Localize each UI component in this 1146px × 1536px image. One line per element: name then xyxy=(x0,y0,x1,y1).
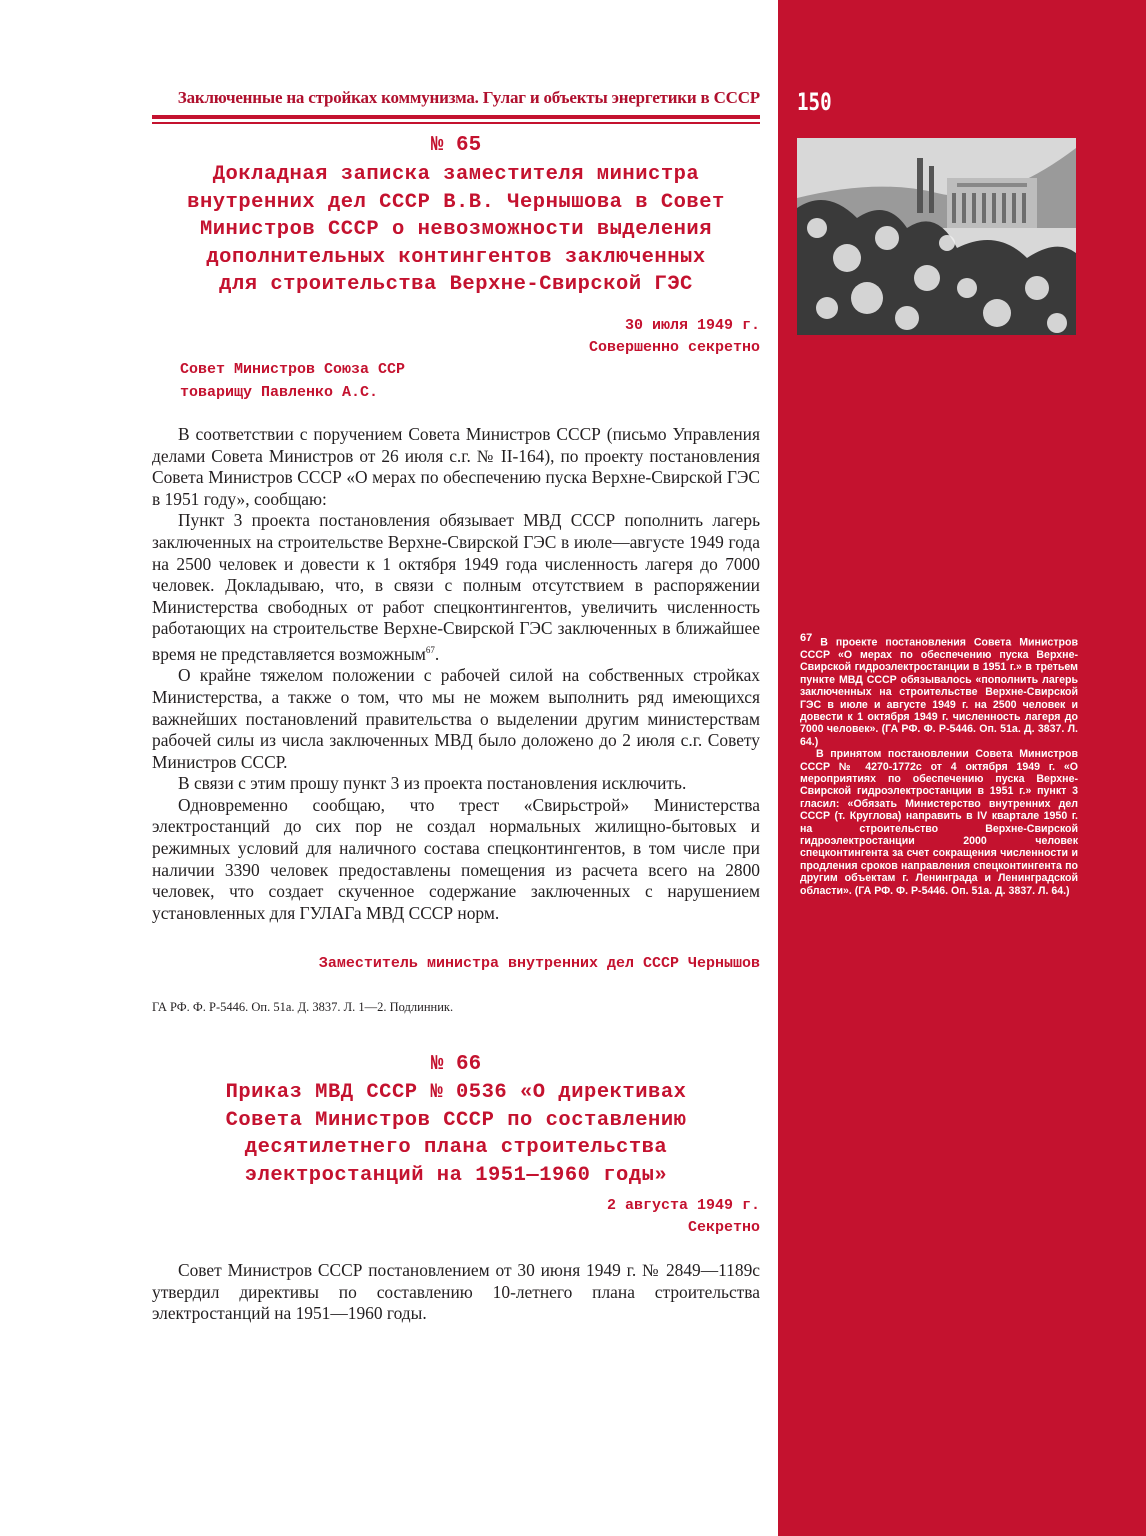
addressee-line: Совет Министров Союза ССР xyxy=(180,361,406,378)
title-line: Совета Министров СССР по составлению xyxy=(225,1108,687,1132)
doc66-meta xyxy=(152,1195,760,1239)
hydro-plant-photo xyxy=(797,138,1076,335)
paragraph: Пункт 3 проекта постановления обязывает МВД СССР пополнить лагерь заключенных на строительстве Верхне-Свирской ГЭС в июле—августе 1949 года на 2500 человек и довести к 1 октября 1949 года численность лагеря до 7000 человек. Докладываю, что, в связи с полным отсутствием в распоряжении Министерства свободных от работ спецконтингентов, увеличить численность работающих на строительстве Верхне-Свирской ГЭС заключенных в ближайшее время не представляется возможным$^{67}$. xyxy=(152,510,760,664)
title-line: дополнительных контингентов заключенных xyxy=(206,245,706,269)
doc65-title xyxy=(152,161,760,299)
paragraph: Совет Министров СССР постановлением от 30 июня 1949 г. № 2849—1189с утвердил директивы по составлению 10-летнего плана строительства электростанций на 1951—1960 годы. xyxy=(152,1260,760,1324)
doc66-date: 2 августа 1949 г. xyxy=(606,1197,760,1214)
page-number: 150 xyxy=(797,88,832,116)
header-rule-thin xyxy=(152,122,760,124)
doc65-signature: Заместитель министра внутренних дел СССР Чернышов xyxy=(318,955,760,972)
footnote-paragraph: В принятом постановлении Совета Министров СССР № 4270-1772с от 4 октября 1949 г. «О мероприятиях по обеспечению пуска Верхне-Свирской гидроэлектростанции в 1951 г.» пункт 3 гласил: «Обязать Министерство внутренних дел СССР (т. Круглова) направить в IV квартале 1950 г. на строительство Верхне-Свирской гидроэлектростанции 2000 человек спецконтингента за счет сокращения численности и продления сроков направления спецконтингента по другим объектам г. Ленинграда и Ленинградской области». (ГА РФ. Ф. Р-5446. Оп. 51а. Д. 3837. Л. 64.) xyxy=(800,748,1078,897)
doc65-addressee xyxy=(180,358,405,404)
doc65-body xyxy=(152,424,760,924)
doc65-meta xyxy=(152,315,760,359)
title-line: для строительства Верхне-Свирской ГЭС xyxy=(219,273,693,296)
doc65-date: 30 июля 1949 г. xyxy=(624,317,760,334)
footnote-number: 67 xyxy=(800,632,813,644)
footnote-67 xyxy=(800,632,1078,897)
doc66-body xyxy=(152,1260,760,1325)
title-line: внутренних дел СССР В.В. Чернышова в Совет xyxy=(187,190,725,214)
title-line: электростанций на 1951—1960 годы» xyxy=(244,1163,668,1187)
title-line: десятилетнего плана строительства xyxy=(244,1136,668,1159)
doc65-source: ГА РФ. Ф. Р-5446. Оп. 51а. Д. 3837. Л. 1—2. Подлинник. xyxy=(152,1000,454,1014)
doc66-classification: Секретно xyxy=(687,1219,760,1236)
title-line: Приказ МВД СССР № 0536 «О директивах xyxy=(225,1081,687,1104)
paragraph-text: Пункт 3 проекта постановления обязывает МВД СССР пополнить лагерь заключенных на строительстве Верхне-Свирской ГЭС в июле—августе 1949 года на 2500 человек и довести к 1 октября 1949 года численность лагеря до 7000 человек. Докладываю, что, в связи с полным отсутствием в распоряжении Министерства свободных от работ спецконтингентов, увеличить численность работающих на строительстве Верхне-Свирской ГЭС заключенных в ближайшее время не представляется возможным xyxy=(152,510,760,664)
footnote-text: В проекте постановления Совета Министров СССР «О мерах по обеспечению пуска Верхне-Свирской гидроэлектростанции в 1951 г.» в третьем пункте МВД СССР обязывалось «пополнить лагерь заключенных на строительстве Верхне-Свирской ГЭС в июле и августе 1949 г. на 2500 человек и довести к 1 октября 1949 г. численность лагеря до 7000 человек». (ГА РФ. Ф. Р-5446. Оп. 51а. Д. 3837. Л. 64.) xyxy=(800,636,1078,748)
doc66-number: № 66 xyxy=(430,1053,482,1076)
doc65-classification: Совершенно секретно xyxy=(588,339,760,356)
header-rule xyxy=(152,115,760,119)
footnote-paragraph xyxy=(800,632,1078,748)
doc66-title xyxy=(152,1079,760,1189)
title-line: Министров СССР о невозможности выделения xyxy=(199,218,713,241)
paragraph: О крайне тяжелом положении с рабочей силой на собственных стройках Министерства, а также о том, что мы не можем выполнить ряд имеющихся важнейших постановлений правительства о выделении другим министерствам рабочей силы из числа заключенных МВД было доложено до 2 июля с.г. Совету Министров СССР. xyxy=(152,665,760,772)
paragraph: В связи с этим прошу пункт 3 из проекта постановления исключить. xyxy=(178,773,687,794)
paragraph: Одновременно сообщаю, что трест «Свирьстрой» Министерства электростанций до сих пор не создал нормальных жилищно-бытовых и режимных условий для наличного состава спецконтингентов, в том числе при наличии 3390 человек предоставлены помещения из расчета всего на 2800 человек, что создает скученное содержание заключенных с нарушением установленных для ГУЛАГа МВД СССР норм. xyxy=(152,794,760,923)
footnote-ref[interactable]: 67 xyxy=(425,644,435,655)
running-title: Заключенные на стройках коммунизма. Гулаг и объекты энергетики в СССР xyxy=(177,88,760,107)
addressee-line: товарищу Павленко А.С. xyxy=(180,384,379,401)
doc65-number: № 65 xyxy=(430,134,482,157)
paragraph: В соответствии с поручением Совета Министров СССР (письмо Управления делами Совета Министров от 26 июля с.г. № II-164), по проекту постановления Совета Министров СССР «О мерах по обеспечению пуска Верхне-Свирской ГЭС в 1951 году», сообщаю: xyxy=(152,424,760,509)
title-line: Докладная записка заместителя министра xyxy=(212,163,700,186)
